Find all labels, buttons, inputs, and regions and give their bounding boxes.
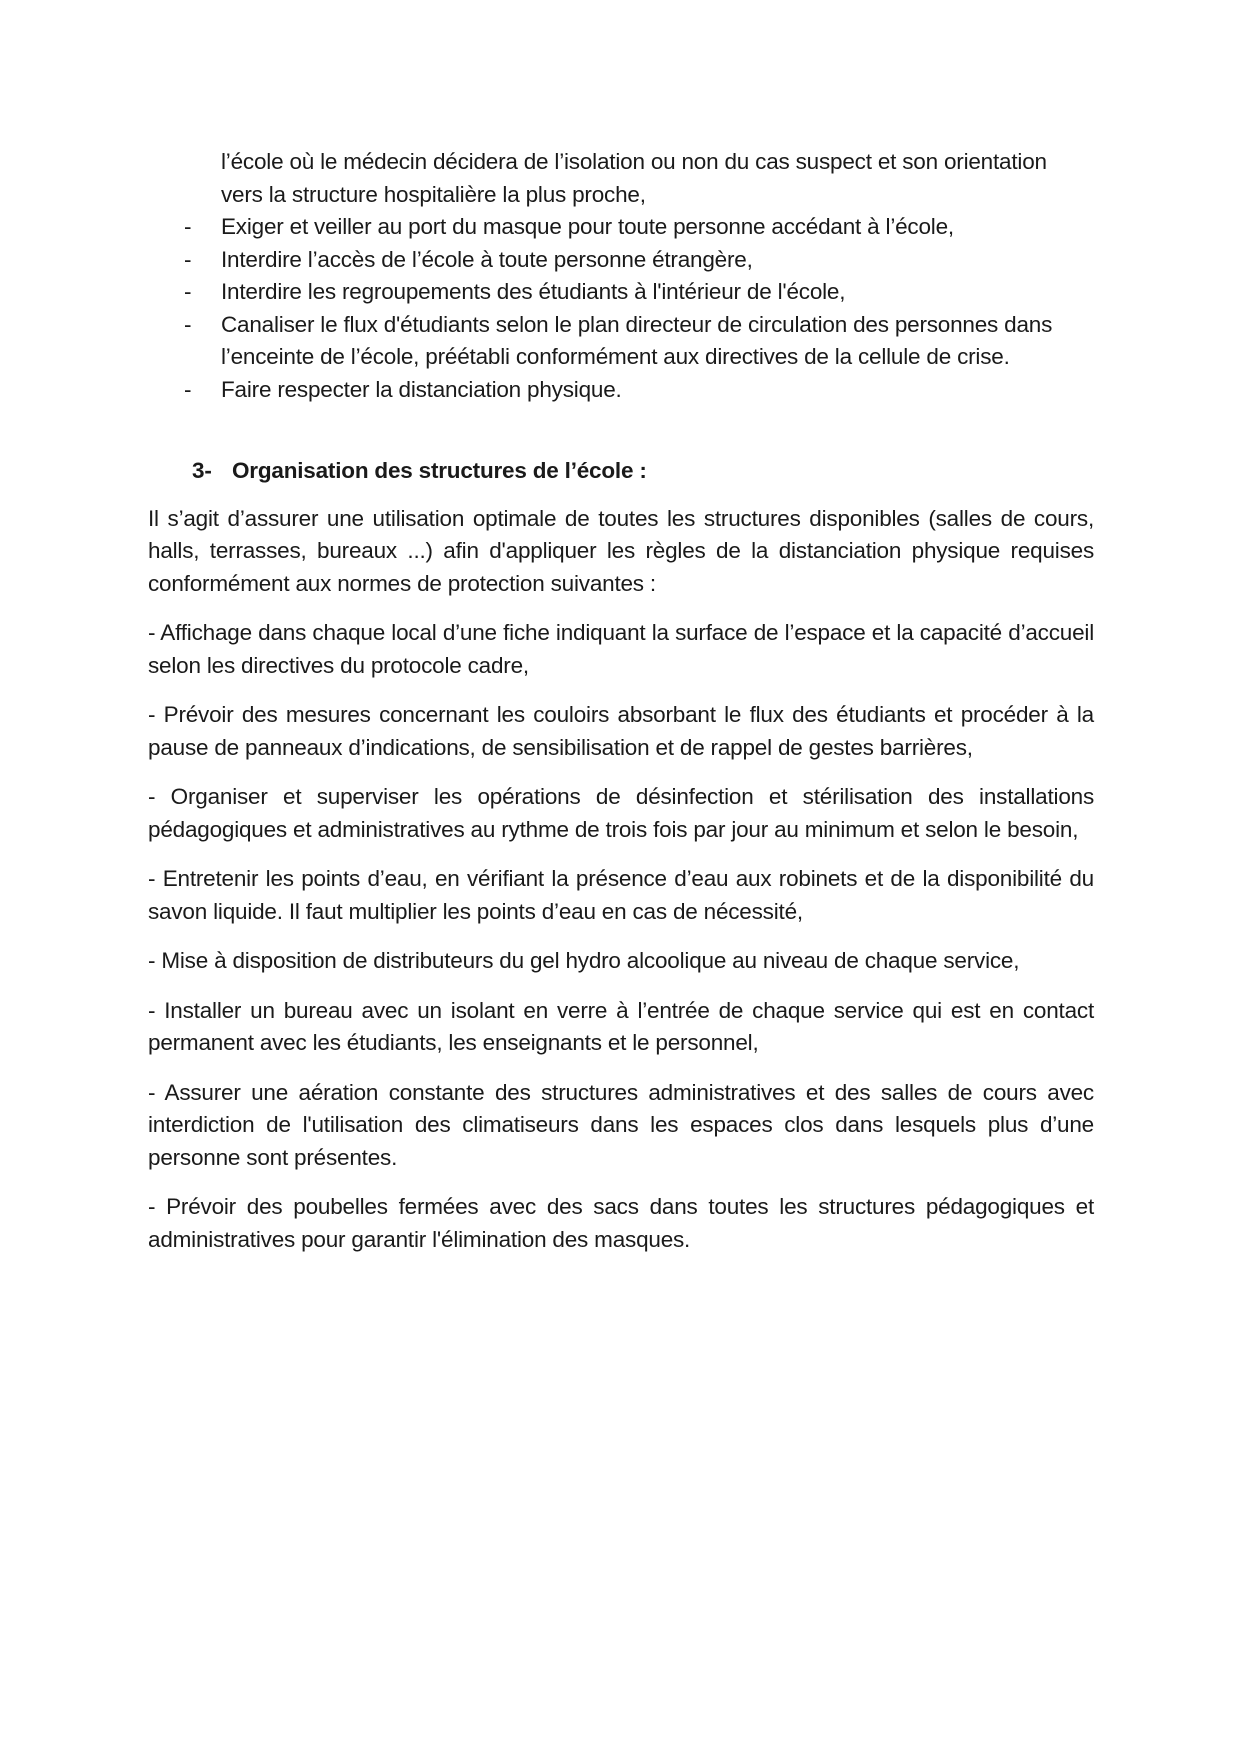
list-item-text: Exiger et veiller au port du masque pour toute personne accédant à l’école, — [221, 214, 954, 239]
paragraph-measure: - Prévoir des mesures concernant les couloirs absorbant le flux des étudiants et procéder à la pause de panneaux d’indications, de sensibilisation et de rappel de gestes barrières, — [148, 702, 1094, 760]
list-continuation-text: l’école où le médecin décidera de l’isolation ou non du cas suspect et son orientation vers la structure hospitalière la plus proche, — [221, 149, 1047, 207]
paragraph-measure: - Installer un bureau avec un isolant en verre à l’entrée de chaque service qui est en contact permanent avec les étudiants, les enseignants et le personnel, — [148, 997, 1094, 1055]
paragraph-measure: - Assurer une aération constante des structures administratives et des salles de cours avec interdiction de l'utilisation des climatiseurs dans les espaces clos dans lesquels plus d’une personne sont présentes. — [148, 1079, 1094, 1170]
list-item — [148, 276, 1094, 309]
list-bullet-marker: - — [184, 376, 192, 402]
section-number: 3- — [192, 458, 212, 483]
list-item-text: Interdire les regroupements des étudiants à l'intérieur de l'école, — [221, 279, 846, 304]
list-item-text: Interdire l’accès de l’école à toute personne étrangère, — [221, 246, 753, 272]
list-item — [148, 309, 1094, 374]
list-bullet-marker: - — [184, 214, 192, 239]
list-bullet-marker: - — [184, 246, 192, 272]
list-item — [148, 244, 1094, 277]
list-item-text: Faire respecter la distanciation physique. — [221, 376, 622, 402]
document-body — [148, 146, 1094, 1273]
list-item — [148, 374, 1094, 407]
list-bullet-marker: - — [184, 279, 192, 304]
paragraph-intro: Il s’agit d’assurer une utilisation optimale de toutes les structures disponibles (salles de cours, halls, terrasses, bureaux ...) afin d'appliquer les règles de la distanciation physique requises conformément aux normes de protection suivantes : — [148, 505, 1094, 596]
section-title: Organisation des structures de l’école : — [232, 458, 647, 483]
list-item-text: Canaliser le flux d'étudiants selon le plan directeur de circulation des personnes dans l’enceinte de l’école, préétabli conformément aux directives de la cellule de crise. — [221, 311, 1053, 369]
paragraph-measure: - Organiser et superviser les opérations de désinfection et stérilisation des installations pédagogiques et administratives au rythme de trois fois par jour au minimum et selon le besoin, — [148, 784, 1094, 842]
measures-list — [148, 211, 1094, 406]
paragraph-measure: - Prévoir des poubelles fermées avec des sacs dans toutes les structures pédagogiques et administratives pour garantir l'élimination des masques. — [148, 1194, 1094, 1252]
paragraph-measure: - Entretenir les points d’eau, en vérifiant la présence d’eau aux robinets et de la disponibilité du savon liquide. Il faut multiplier les points d’eau en cas de nécessité, — [148, 866, 1094, 924]
list-item — [148, 211, 1094, 244]
list-bullet-marker: - — [184, 311, 192, 337]
section-heading — [148, 455, 1094, 488]
paragraph-measure: - Mise à disposition de distributeurs du gel hydro alcoolique au niveau de chaque service, — [148, 948, 1020, 973]
paragraph-measure: - Affichage dans chaque local d’une fiche indiquant la surface de l’espace et la capacité d’accueil selon les directives du protocole cadre, — [148, 620, 1094, 678]
